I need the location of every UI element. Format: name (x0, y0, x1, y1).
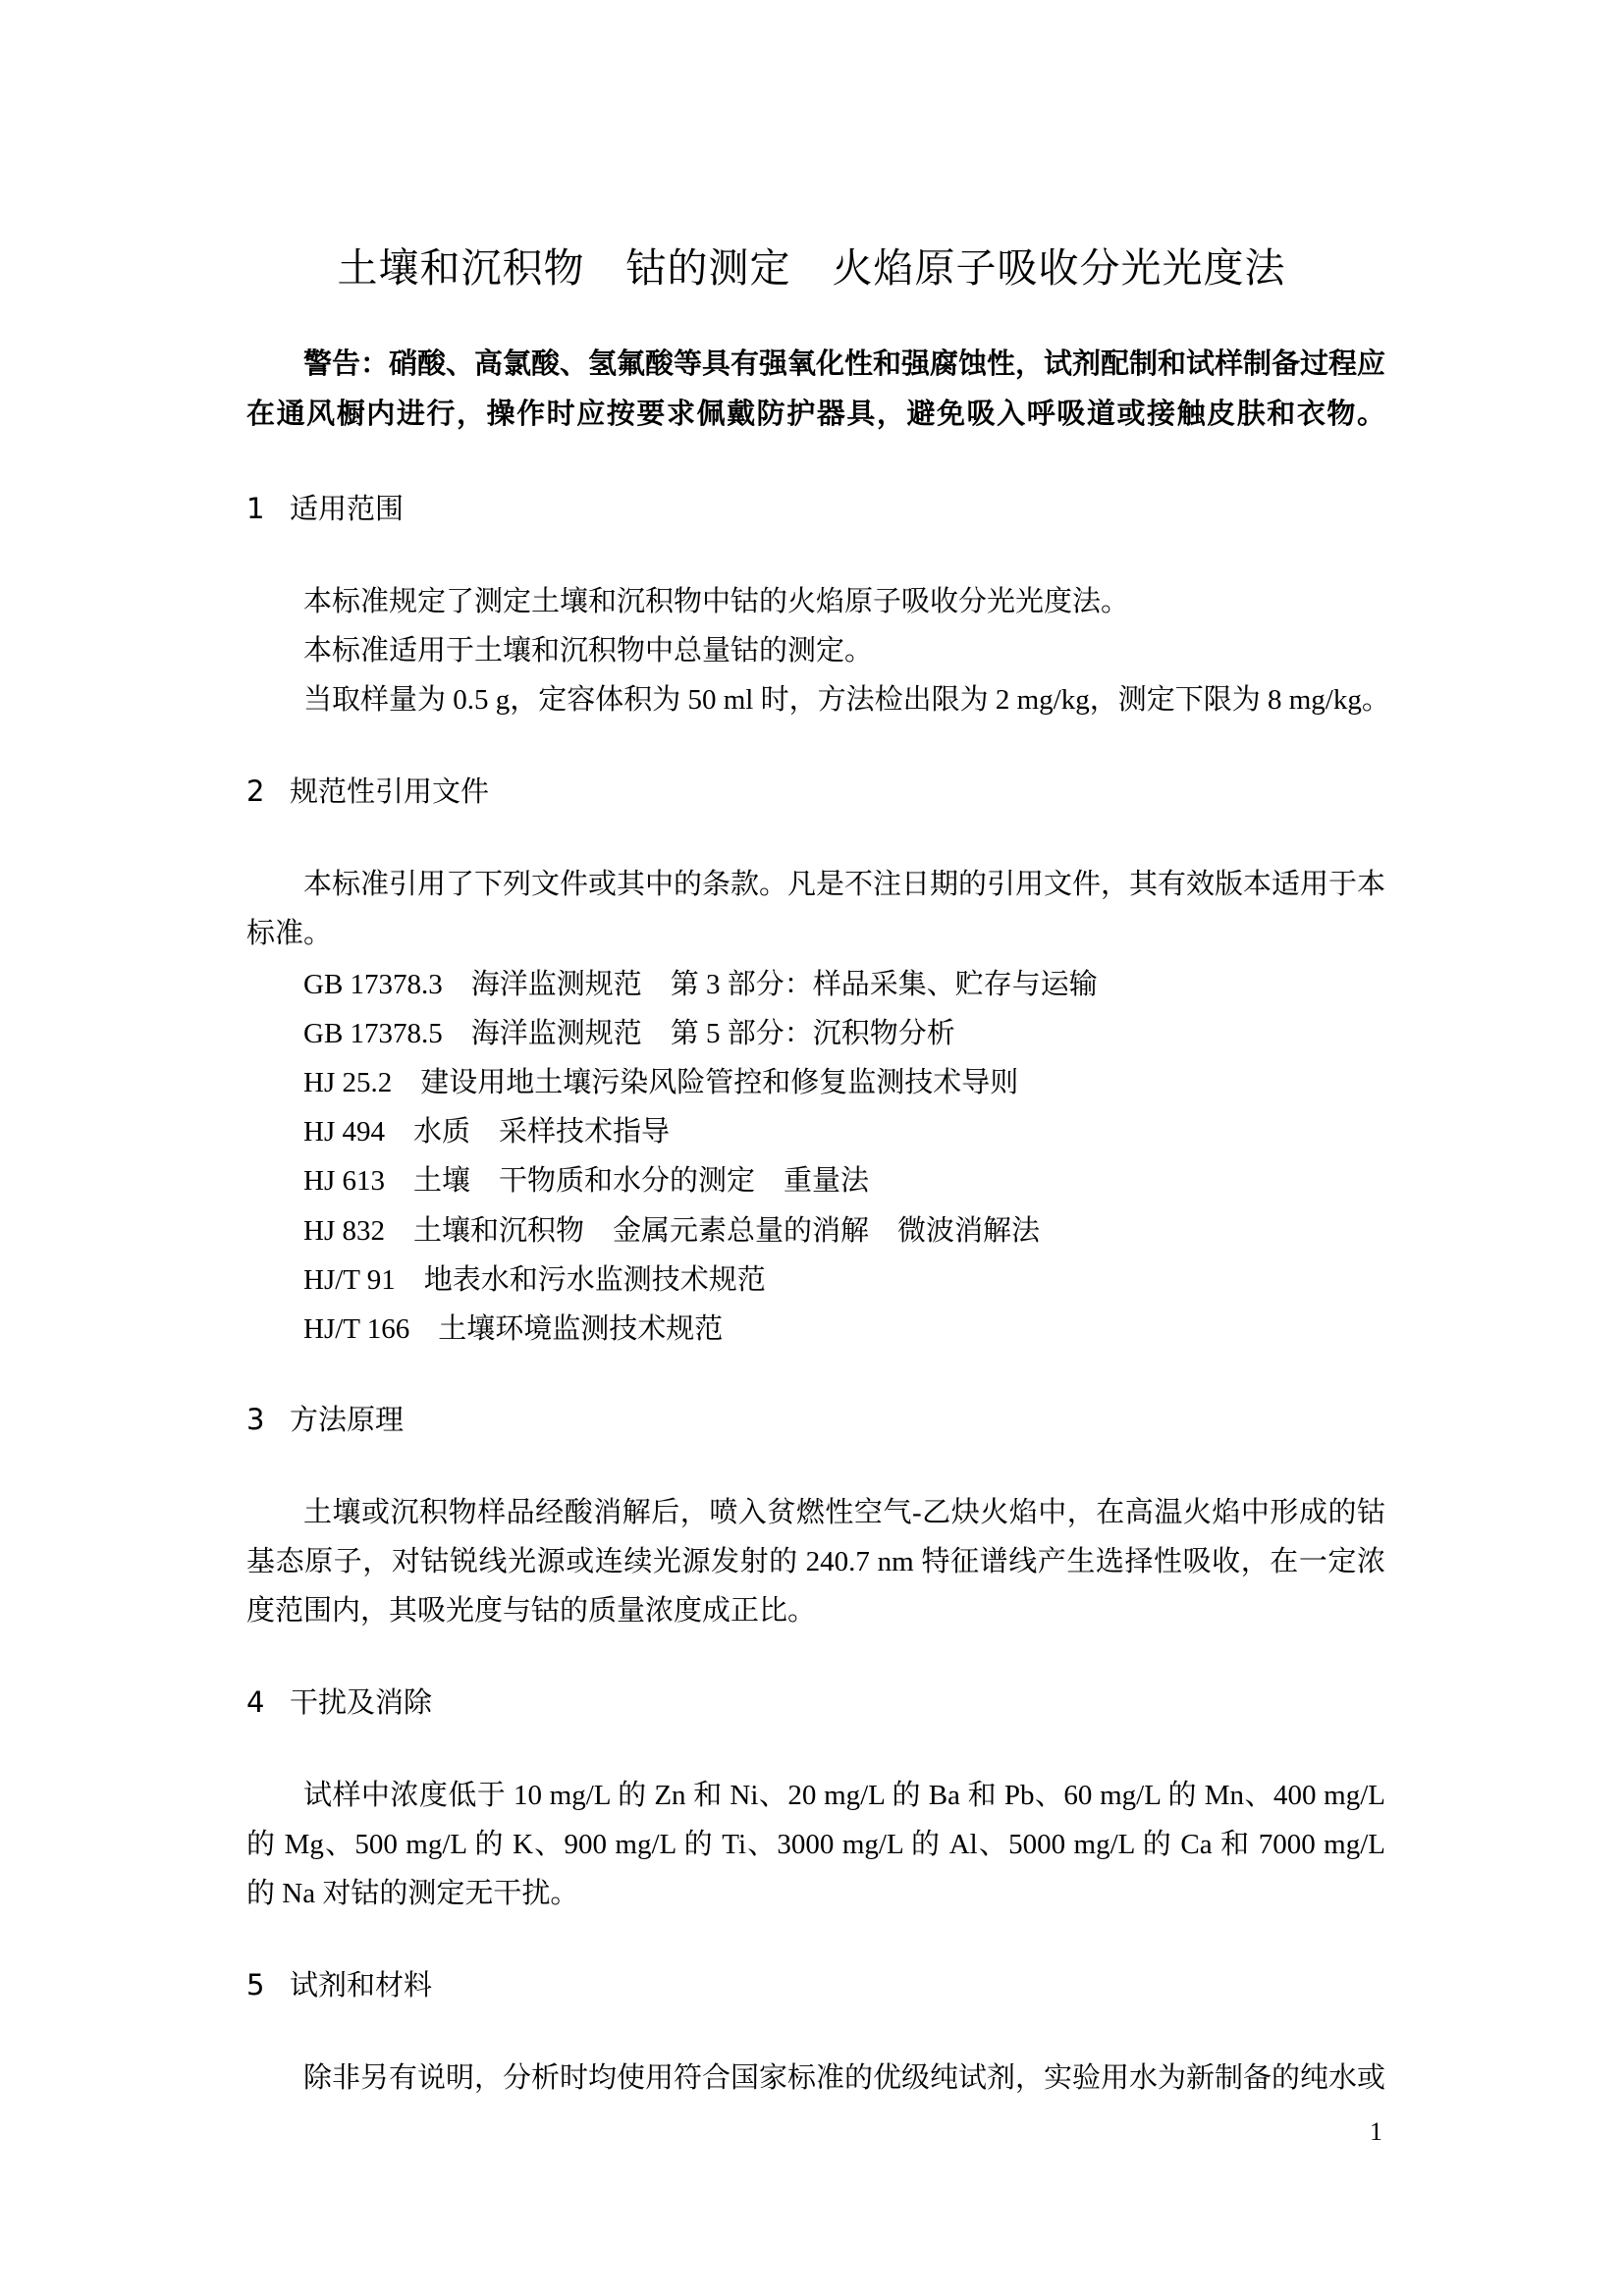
reference-item: HJ/T 166 土壤环境监测技术规范 (303, 1313, 724, 1345)
reference-item: GB 17378.5 海洋监测规范 第 5 部分：沉积物分析 (303, 1018, 955, 1049)
section-1-line-2: 本标准适用于土壤和沉积物中总量钴的测定。 (303, 635, 874, 667)
section-5-line-1: 除非另有说明，分析时均使用符合国家标准的优级纯试剂，实验用水为新制备的纯水或 (303, 2062, 1386, 2094)
section-4-line-3: 的 Na 对钴的测定无干扰。 (246, 1878, 579, 1909)
warning-line-2: 在通风橱内进行，操作时应按要求佩戴防护器具，避免吸入呼吸道或接触皮肤和衣物。 (246, 397, 1385, 430)
reference-item: HJ/T 91 地表水和污水监测技术规范 (303, 1264, 766, 1296)
section-heading-3 (246, 1398, 404, 1438)
document-title: 土壤和沉积物 钴的测定 火焰原子吸收分光光度法 (337, 244, 1286, 292)
section-number: 4 (246, 1685, 265, 1719)
reference-item: HJ 832 土壤和沉积物 金属元素总量的消解 微波消解法 (303, 1215, 1040, 1247)
page-number: 1 (1370, 2117, 1382, 2146)
section-heading-2 (246, 770, 489, 810)
section-number: 5 (246, 1968, 265, 2002)
reference-item: GB 17378.3 海洋监测规范 第 3 部分：样品采集、贮存与运输 (303, 969, 1098, 1000)
reference-item: HJ 613 土壤 干物质和水分的测定 重量法 (303, 1165, 869, 1197)
section-title: 试剂和材料 (290, 1968, 433, 2002)
section-1-line-3: 当取样量为 0.5 g，定容体积为 50 ml 时，方法检出限为 2 mg/kg，测定下限为 8 mg/kg。 (303, 684, 1390, 716)
section-heading-5 (246, 1963, 432, 2003)
section-3-line-1: 土壤或沉积物样品经酸消解后，喷入贫燃性空气-乙炔火焰中，在高温火焰中形成的钴 (303, 1497, 1385, 1528)
section-title: 规范性引用文件 (290, 774, 490, 808)
section-number: 2 (246, 774, 265, 808)
section-title: 适用范围 (290, 492, 405, 525)
section-3-line-2: 基态原子，对钴锐线光源或连续光源发射的 240.7 nm 特征谱线产生选择性吸收，在一定浓 (246, 1546, 1385, 1577)
section-4-line-1: 试样中浓度低于 10 mg/L 的 Zn 和 Ni、20 mg/L 的 Ba 和 Pb、60 mg/L 的 Mn、400 mg/L (303, 1780, 1385, 1811)
section-number: 3 (246, 1403, 265, 1436)
warning-paragraph (246, 339, 1385, 439)
section-heading-1 (246, 487, 404, 527)
section-heading-4 (246, 1681, 432, 1721)
section-title: 方法原理 (290, 1403, 405, 1436)
section-2-intro-line-2: 标准。 (246, 918, 333, 949)
section-3-line-3: 度范围内，其吸光度与钴的质量浓度成正比。 (246, 1595, 817, 1627)
section-number: 1 (246, 492, 265, 525)
section-2-intro-line-1: 本标准引用了下列文件或其中的条款。凡是不注日期的引用文件，其有效版本适用于本 (303, 869, 1386, 900)
warning-line-1: 警告：硝酸、高氯酸、氢氟酸等具有强氧化性和强腐蚀性，试剂配制和试样制备过程应 (303, 347, 1386, 380)
section-title: 干扰及消除 (290, 1685, 433, 1719)
reference-item: HJ 25.2 建设用地土壤污染风险管控和修复监测技术导则 (303, 1067, 1019, 1098)
section-1-line-1: 本标准规定了测定土壤和沉积物中钴的火焰原子吸收分光光度法。 (303, 586, 1130, 617)
reference-item: HJ 494 水质 采样技术指导 (303, 1116, 670, 1148)
section-4-line-2: 的 Mg、500 mg/L 的 K、900 mg/L 的 Ti、3000 mg/L 的 Al、5000 mg/L 的 Ca 和 7000 mg/L (246, 1829, 1385, 1860)
